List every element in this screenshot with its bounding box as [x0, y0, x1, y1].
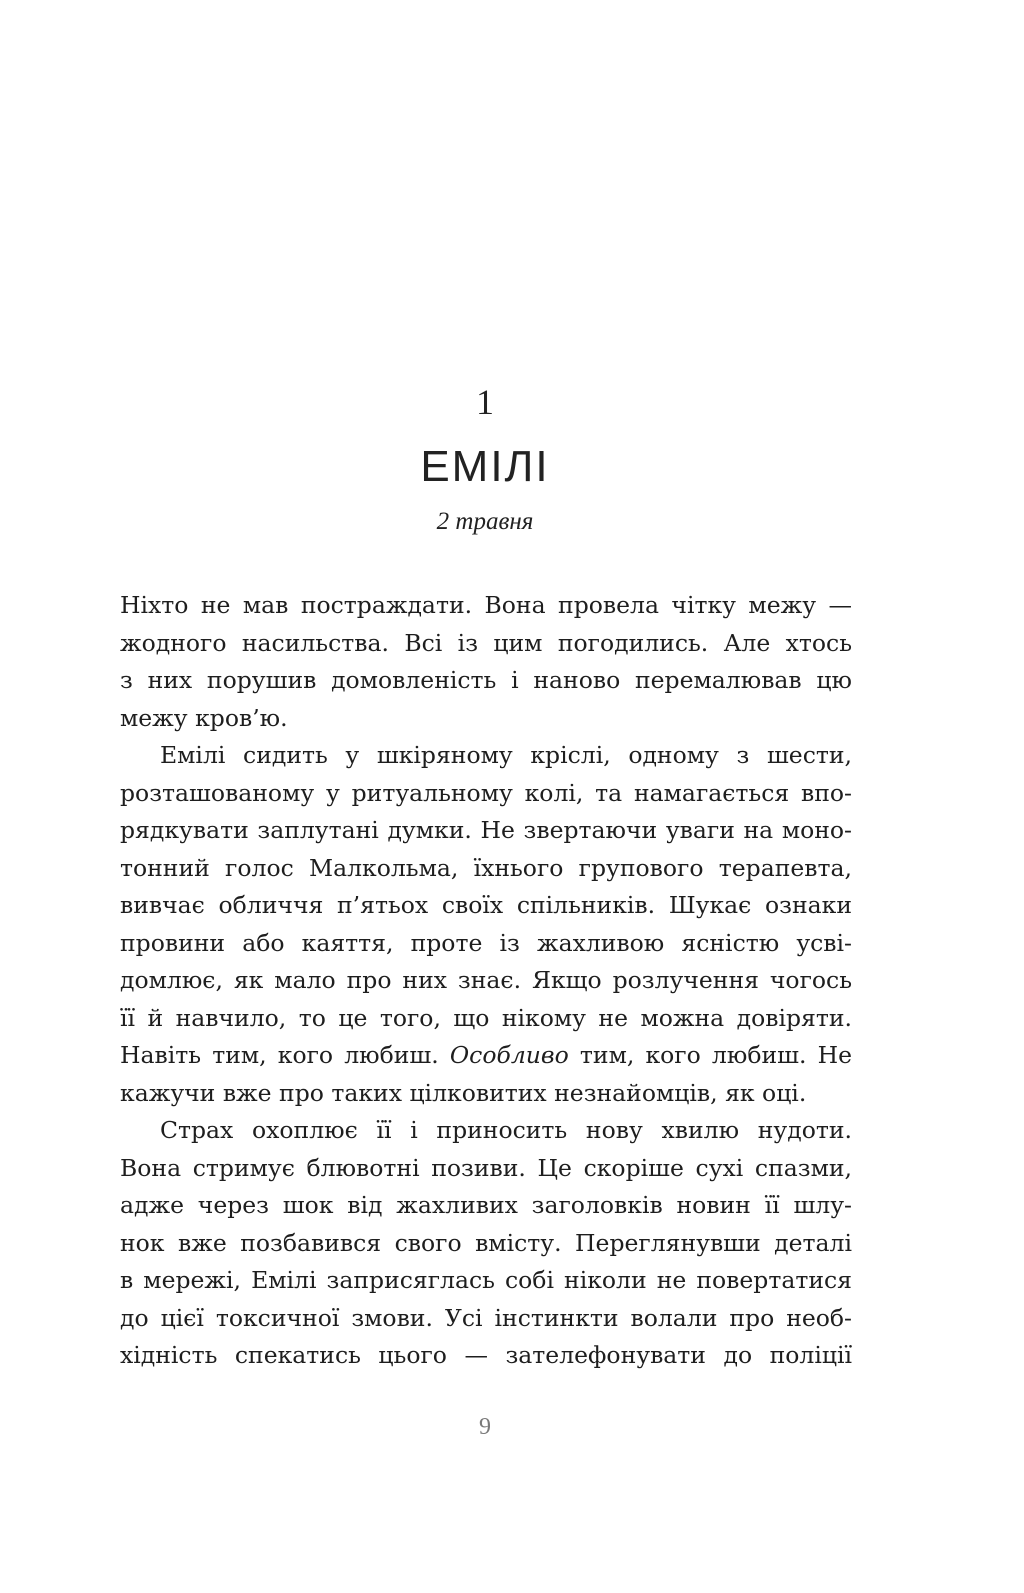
text-line: жодного насильства. Всі із цим погодились. Але хтось — [120, 628, 852, 657]
text-line: розташованому у ритуальному колі, та намагається впо- — [120, 778, 852, 807]
text-line-emphasis — [120, 1037, 852, 1075]
chapter-title: ЕМІЛІ — [420, 442, 550, 491]
text-line: Вона стримує блювотні позиви. Це скоріше сухі спазми, — [120, 1153, 852, 1182]
text-segment: Навіть тим, кого любиш. — [120, 1041, 450, 1069]
text-line: в мережі, Емілі заприсяглась собі ніколи не повертатися — [120, 1266, 852, 1294]
text-segment: тим, кого любиш. Не — [568, 1041, 852, 1069]
text-line: нок вже позбавився свого вмісту. Переглянувши деталі — [120, 1228, 852, 1257]
text-line: тонний голос Малкольма, їхнього групового терапевта, — [120, 853, 852, 882]
text-line: межу кров’ю. — [120, 703, 288, 732]
text-line: провини або каяття, проте із жахливою ясністю усві- — [120, 928, 852, 957]
text-line: адже через шок від жахливих заголовків новин її шлу- — [120, 1191, 852, 1219]
text-line: кажучи вже про таких цілковитих незнайомців, як оці. — [120, 1078, 807, 1107]
text-line: до цієї токсичної змови. Усі інстинкти волали про необ- — [120, 1303, 852, 1332]
text-line: Страх охоплює її і приносить нову хвилю нудоти. — [160, 1116, 852, 1144]
text-line: Ніхто не мав постраждати. Вона провела чітку межу — — [120, 591, 852, 619]
text-line: Емілі сидить у шкіряному кріслі, одному з шести, — [160, 741, 852, 769]
text-line: домлює, як мало про них знає. Якщо розлучення чогось — [120, 966, 852, 994]
page-number: 9 — [479, 1414, 491, 1440]
text-line: хідність спекатись цього — зателефонувати до поліції — [120, 1341, 852, 1369]
chapter-body — [120, 587, 852, 1375]
text-line: її й навчило, то це того, що нікому не можна довіряти. — [120, 1003, 852, 1032]
chapter-number: 1 — [476, 382, 494, 422]
text-line: рядкувати заплутані думки. Не звертаючи уваги на моно- — [120, 816, 852, 844]
chapter-date: 2 травня — [436, 508, 534, 535]
text-line: вивчає обличчя п’ятьох своїх спільників. Шукає ознаки — [120, 891, 852, 919]
emphasized-word: Особливо — [449, 1041, 569, 1069]
text-line: з них порушив домовленість і наново перемалював цю — [120, 666, 852, 694]
